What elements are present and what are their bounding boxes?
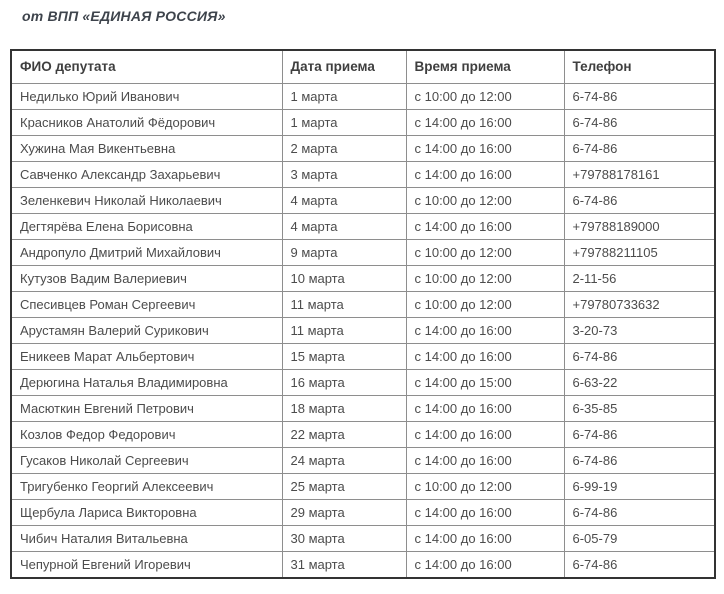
reception-time-cell: с 10:00 до 12:00	[406, 84, 564, 110]
reception-date-cell: 2 марта	[282, 136, 406, 162]
table-row	[11, 292, 715, 318]
deputy-name-cell: Щербула Лариса Викторовна	[11, 500, 282, 526]
deputy-name-cell: Масюткин Евгений Петрович	[11, 396, 282, 422]
deputy-name-cell: Андропуло Дмитрий Михайлович	[11, 240, 282, 266]
table-row	[11, 110, 715, 136]
table-row	[11, 318, 715, 344]
reception-date-cell: 24 марта	[282, 448, 406, 474]
phone-cell: 6-74-86	[564, 188, 715, 214]
reception-time-cell: с 14:00 до 16:00	[406, 500, 564, 526]
reception-time-cell: с 10:00 до 12:00	[406, 266, 564, 292]
phone-cell: 6-74-86	[564, 448, 715, 474]
reception-time-cell: с 14:00 до 16:00	[406, 110, 564, 136]
reception-date-cell: 1 марта	[282, 84, 406, 110]
page-title: от ВПП «ЕДИНАЯ РОССИЯ»	[22, 8, 226, 24]
deputy-name-cell: Хужина Мая Викентьевна	[11, 136, 282, 162]
phone-cell: 6-35-85	[564, 396, 715, 422]
reception-date-cell: 29 марта	[282, 500, 406, 526]
table-row	[11, 422, 715, 448]
reception-date-cell: 11 марта	[282, 318, 406, 344]
phone-cell: +79788189000	[564, 214, 715, 240]
reception-date-cell: 16 марта	[282, 370, 406, 396]
reception-time-cell: с 14:00 до 16:00	[406, 552, 564, 579]
column-header-deputy-name: ФИО депутата	[11, 50, 282, 84]
phone-cell: +79788211105	[564, 240, 715, 266]
table-head	[11, 50, 715, 84]
reception-date-cell: 9 марта	[282, 240, 406, 266]
phone-cell: 6-74-86	[564, 422, 715, 448]
table-row	[11, 474, 715, 500]
phone-cell: 6-74-86	[564, 344, 715, 370]
reception-time-cell: с 10:00 до 12:00	[406, 474, 564, 500]
table-row	[11, 344, 715, 370]
deputy-name-cell: Зеленкевич Николай Николаевич	[11, 188, 282, 214]
table-row	[11, 526, 715, 552]
phone-cell: 3-20-73	[564, 318, 715, 344]
deputy-name-cell: Гусаков Николай Сергеевич	[11, 448, 282, 474]
reception-date-cell: 3 марта	[282, 162, 406, 188]
table-row	[11, 552, 715, 579]
reception-time-cell: с 10:00 до 12:00	[406, 240, 564, 266]
reception-date-cell: 4 марта	[282, 214, 406, 240]
reception-date-cell: 1 марта	[282, 110, 406, 136]
table-header-row	[11, 50, 715, 84]
column-header-reception-date: Дата приема	[282, 50, 406, 84]
table-row	[11, 448, 715, 474]
phone-cell: +79780733632	[564, 292, 715, 318]
table-row	[11, 370, 715, 396]
phone-cell: 6-63-22	[564, 370, 715, 396]
reception-time-cell: с 14:00 до 16:00	[406, 136, 564, 162]
phone-cell: 6-99-19	[564, 474, 715, 500]
phone-cell: 6-74-86	[564, 136, 715, 162]
reception-date-cell: 25 марта	[282, 474, 406, 500]
phone-cell: 6-74-86	[564, 552, 715, 579]
deputy-name-cell: Савченко Александр Захарьевич	[11, 162, 282, 188]
reception-time-cell: с 14:00 до 16:00	[406, 422, 564, 448]
reception-date-cell: 22 марта	[282, 422, 406, 448]
reception-date-cell: 4 марта	[282, 188, 406, 214]
phone-cell: 6-74-86	[564, 110, 715, 136]
table-row	[11, 240, 715, 266]
deputy-name-cell: Чибич Наталия Витальевна	[11, 526, 282, 552]
column-header-phone: Телефон	[564, 50, 715, 84]
reception-date-cell: 10 марта	[282, 266, 406, 292]
deputy-name-cell: Арустамян Валерий Сурикович	[11, 318, 282, 344]
table-row	[11, 84, 715, 110]
reception-time-cell: с 14:00 до 16:00	[406, 344, 564, 370]
phone-cell: +79788178161	[564, 162, 715, 188]
column-header-reception-time: Время приема	[406, 50, 564, 84]
deputy-name-cell: Дегтярёва Елена Борисовна	[11, 214, 282, 240]
table-body	[11, 84, 715, 579]
reception-time-cell: с 10:00 до 12:00	[406, 292, 564, 318]
deputy-name-cell: Дерюгина Наталья Владимировна	[11, 370, 282, 396]
reception-date-cell: 15 марта	[282, 344, 406, 370]
reception-time-cell: с 14:00 до 15:00	[406, 370, 564, 396]
table-row	[11, 214, 715, 240]
deputy-name-cell: Недилько Юрий Иванович	[11, 84, 282, 110]
reception-time-cell: с 14:00 до 16:00	[406, 162, 564, 188]
deputy-name-cell: Козлов Федор Федорович	[11, 422, 282, 448]
reception-time-cell: с 14:00 до 16:00	[406, 526, 564, 552]
deputy-name-cell: Кутузов Вадим Валериевич	[11, 266, 282, 292]
deputy-name-cell: Тригубенко Георгий Алексеевич	[11, 474, 282, 500]
reception-date-cell: 31 марта	[282, 552, 406, 579]
phone-cell: 6-05-79	[564, 526, 715, 552]
table-row	[11, 266, 715, 292]
reception-date-cell: 30 марта	[282, 526, 406, 552]
deputy-name-cell: Еникеев Марат Альбертович	[11, 344, 282, 370]
table-row	[11, 162, 715, 188]
phone-cell: 6-74-86	[564, 500, 715, 526]
reception-time-cell: с 14:00 до 16:00	[406, 396, 564, 422]
table-row	[11, 136, 715, 162]
deputy-name-cell: Спесивцев Роман Сергеевич	[11, 292, 282, 318]
reception-time-cell: с 14:00 до 16:00	[406, 448, 564, 474]
page	[0, 8, 724, 579]
reception-time-cell: с 10:00 до 12:00	[406, 188, 564, 214]
table-row	[11, 188, 715, 214]
deputy-name-cell: Чепурной Евгений Игоревич	[11, 552, 282, 579]
table-row	[11, 396, 715, 422]
reception-date-cell: 18 марта	[282, 396, 406, 422]
phone-cell: 2-11-56	[564, 266, 715, 292]
reception-schedule-table	[10, 49, 716, 579]
table-row	[11, 500, 715, 526]
reception-time-cell: с 14:00 до 16:00	[406, 318, 564, 344]
reception-date-cell: 11 марта	[282, 292, 406, 318]
deputy-name-cell: Красников Анатолий Фёдорович	[11, 110, 282, 136]
phone-cell: 6-74-86	[564, 84, 715, 110]
reception-time-cell: с 14:00 до 16:00	[406, 214, 564, 240]
